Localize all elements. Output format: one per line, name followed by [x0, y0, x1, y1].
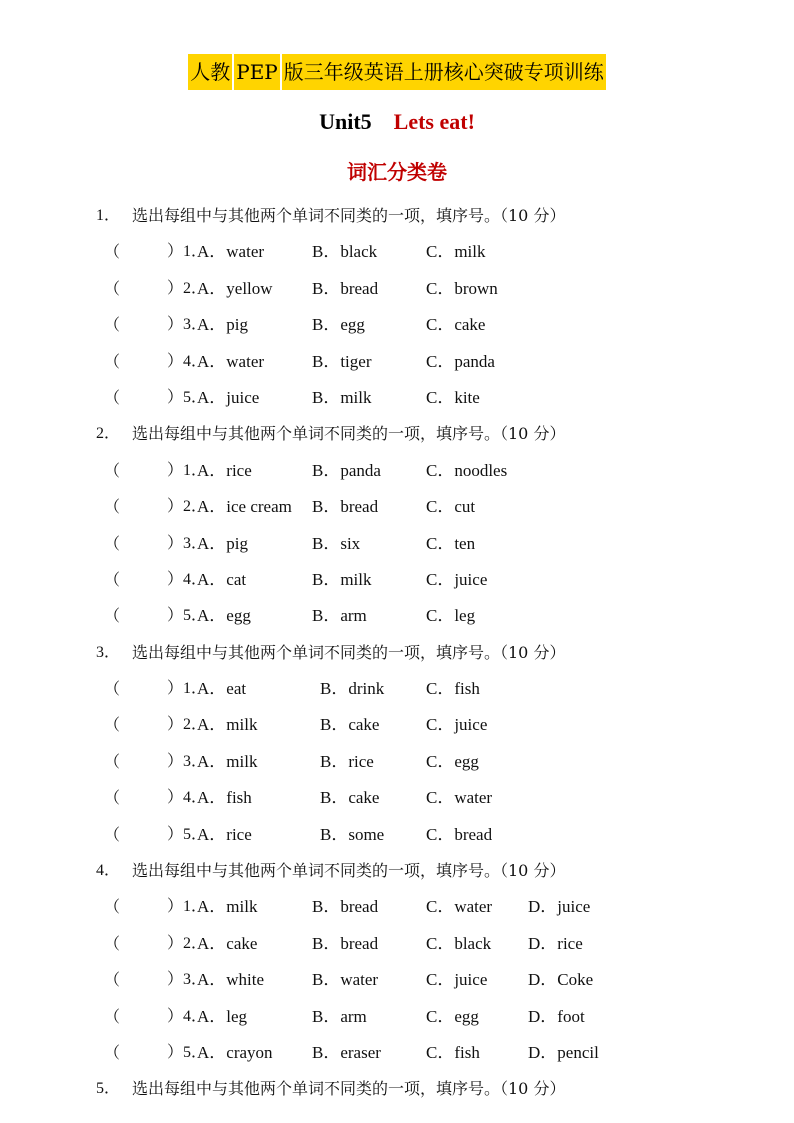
option-choice: A．pig — [197, 533, 248, 553]
item-number: ）1． — [167, 680, 208, 698]
option-choice: B．arm — [312, 1006, 367, 1026]
answer-blank-open: （ — [104, 497, 121, 517]
question-header — [0, 853, 794, 889]
option-choice: B．eraser — [312, 1042, 381, 1062]
answer-row — [0, 344, 794, 380]
answer-blank-open: （ — [104, 751, 121, 771]
option-choice: C．water — [426, 897, 493, 917]
option-choice: A．crayon — [197, 1042, 273, 1062]
title-part: 版三年级英语上册核心突破专项训练 — [282, 54, 606, 90]
item-number: ）5． — [167, 607, 208, 625]
item-number: ）5． — [167, 1043, 208, 1061]
option-choice: C．noodles — [426, 460, 508, 480]
answer-blank-open: （ — [104, 387, 121, 407]
item-number: ）1． — [167, 461, 208, 479]
question-instruction: 选出每组中与其他两个单词不同类的一项，填序号。（10 分） — [132, 1079, 566, 1099]
answer-blank-open: （ — [104, 569, 121, 589]
question-header — [0, 1071, 794, 1107]
question-header — [0, 416, 794, 452]
option-choice: B．tiger — [312, 351, 372, 371]
option-choice: B．six — [312, 533, 361, 553]
option-choice: B．drink — [320, 679, 385, 699]
answer-row — [0, 453, 794, 489]
option-choice: C．juice — [426, 715, 488, 735]
answer-row — [0, 234, 794, 270]
answer-blank-open: （ — [104, 460, 121, 480]
answer-blank-open: （ — [104, 351, 121, 371]
option-choice: A．eat — [197, 679, 247, 699]
answer-row — [0, 817, 794, 853]
answer-row — [0, 380, 794, 416]
option-choice: D．foot — [528, 1006, 585, 1026]
option-choice: A．rice — [197, 460, 252, 480]
answer-blank-open: （ — [104, 315, 121, 335]
item-number: ）2． — [167, 716, 208, 734]
option-choice: C．cake — [426, 315, 486, 335]
title-banner — [188, 54, 606, 90]
option-choice: D．Coke — [528, 970, 594, 990]
option-choice: C．ten — [426, 533, 476, 553]
item-number: ）2． — [167, 279, 208, 297]
option-choice: B．rice — [320, 751, 374, 771]
answer-row — [0, 962, 794, 998]
option-choice: B．milk — [312, 387, 372, 407]
option-choice: B．cake — [320, 788, 380, 808]
item-number: ）1． — [167, 898, 208, 916]
option-choice: B．milk — [312, 569, 372, 589]
option-choice: A．pig — [197, 315, 248, 335]
option-choice: C．leg — [426, 606, 476, 626]
option-choice: A．water — [197, 242, 265, 262]
answer-row — [0, 562, 794, 598]
answer-row — [0, 744, 794, 780]
option-choice: A．milk — [197, 897, 258, 917]
option-choice: A．cake — [197, 933, 258, 953]
item-number: ）3． — [167, 534, 208, 552]
option-choice: C．milk — [426, 242, 486, 262]
option-choice: B．black — [312, 242, 378, 262]
option-choice: C．fish — [426, 679, 480, 699]
answer-row — [0, 889, 794, 925]
answer-blank-open: （ — [104, 1006, 121, 1026]
answer-blank-open: （ — [104, 679, 121, 699]
item-number: ）2． — [167, 498, 208, 516]
option-choice: C．water — [426, 788, 493, 808]
question-number: 1． — [96, 207, 121, 224]
item-number: ）3． — [167, 971, 208, 989]
option-choice: B．bread — [312, 897, 379, 917]
option-choice: A．cat — [197, 569, 247, 589]
option-choice: A．milk — [197, 715, 258, 735]
answer-blank-open: （ — [104, 715, 121, 735]
answer-row — [0, 999, 794, 1035]
unit-label: Unit5 — [319, 109, 372, 134]
option-choice: A．yellow — [197, 278, 273, 298]
item-number: ）4． — [167, 1007, 208, 1025]
option-choice: B．panda — [312, 460, 381, 480]
answer-row — [0, 707, 794, 743]
option-choice: D．pencil — [528, 1042, 599, 1062]
question-list — [0, 198, 794, 1108]
answer-blank-open: （ — [104, 606, 121, 626]
option-choice: C．panda — [426, 351, 495, 371]
answer-row — [0, 526, 794, 562]
option-choice: C．fish — [426, 1042, 480, 1062]
option-choice: C．brown — [426, 278, 498, 298]
answer-row — [0, 598, 794, 634]
item-number: ）3． — [167, 316, 208, 334]
option-choice: D．rice — [528, 933, 583, 953]
answer-row — [0, 489, 794, 525]
option-choice: A．juice — [197, 387, 260, 407]
option-choice: C．juice — [426, 569, 488, 589]
answer-blank-open: （ — [104, 933, 121, 953]
option-choice: A．milk — [197, 751, 258, 771]
item-number: ）1． — [167, 243, 208, 261]
question-header — [0, 635, 794, 671]
answer-row — [0, 1035, 794, 1071]
item-number: ）4． — [167, 352, 208, 370]
section-subtitle: 词汇分类卷 — [347, 160, 447, 184]
answer-blank-open: （ — [104, 278, 121, 298]
answer-blank-open: （ — [104, 897, 121, 917]
option-choice: A．water — [197, 351, 265, 371]
answer-row — [0, 671, 794, 707]
option-choice: D．juice — [528, 897, 591, 917]
option-choice: A．fish — [197, 788, 252, 808]
question-instruction: 选出每组中与其他两个单词不同类的一项，填序号。（10 分） — [132, 861, 566, 881]
question-number: 3． — [96, 643, 121, 661]
option-choice: A．white — [197, 970, 265, 990]
unit-heading — [0, 109, 794, 135]
item-number: ）3． — [167, 752, 208, 770]
answer-blank-open: （ — [104, 1042, 121, 1062]
option-choice: C．bread — [426, 824, 493, 844]
question-number: 2． — [96, 425, 121, 443]
option-choice: C．black — [426, 933, 492, 953]
option-choice: B．arm — [312, 606, 367, 626]
option-choice: B．bread — [312, 497, 379, 517]
document-header — [0, 54, 794, 90]
item-number: ）4． — [167, 789, 208, 807]
option-choice: B．egg — [312, 315, 365, 335]
option-choice: B．bread — [312, 278, 379, 298]
answer-row — [0, 780, 794, 816]
option-choice: B．some — [320, 824, 385, 844]
option-choice: C．cut — [426, 497, 476, 517]
option-choice: A．leg — [197, 1006, 248, 1026]
title-part: 人教 — [188, 54, 232, 90]
option-choice: C．juice — [426, 970, 488, 990]
question-instruction: 选出每组中与其他两个单词不同类的一项，填序号。（10 分） — [132, 642, 566, 662]
answer-blank-open: （ — [104, 242, 121, 262]
item-number: ）5． — [167, 388, 208, 406]
question-instruction: 选出每组中与其他两个单词不同类的一项，填序号。（10 分） — [132, 424, 566, 444]
question-instruction: 选出每组中与其他两个单词不同类的一项，填序号。（10 分） — [132, 206, 566, 225]
title-part: PEP — [234, 54, 280, 90]
option-choice: C．egg — [426, 751, 479, 771]
answer-row — [0, 926, 794, 962]
item-number: ）5． — [167, 825, 208, 843]
item-number: ）4． — [167, 570, 208, 588]
answer-row — [0, 307, 794, 343]
question-number: 5． — [96, 1080, 121, 1098]
option-choice: C．egg — [426, 1006, 479, 1026]
option-choice: C．kite — [426, 387, 480, 407]
option-choice: B．bread — [312, 933, 379, 953]
item-number: ）2． — [167, 934, 208, 952]
answer-blank-open: （ — [104, 824, 121, 844]
unit-title: Lets eat! — [393, 109, 475, 134]
answer-row — [0, 271, 794, 307]
option-choice: B．water — [312, 970, 379, 990]
answer-blank-open: （ — [104, 970, 121, 990]
question-header — [0, 198, 794, 234]
answer-blank-open: （ — [104, 788, 121, 808]
answer-blank-open: （ — [104, 533, 121, 553]
option-choice: A．rice — [197, 824, 252, 844]
option-choice: A．ice cream — [197, 497, 292, 517]
option-choice: B．cake — [320, 715, 380, 735]
option-choice: A．egg — [197, 606, 251, 626]
question-number: 4． — [96, 862, 121, 880]
